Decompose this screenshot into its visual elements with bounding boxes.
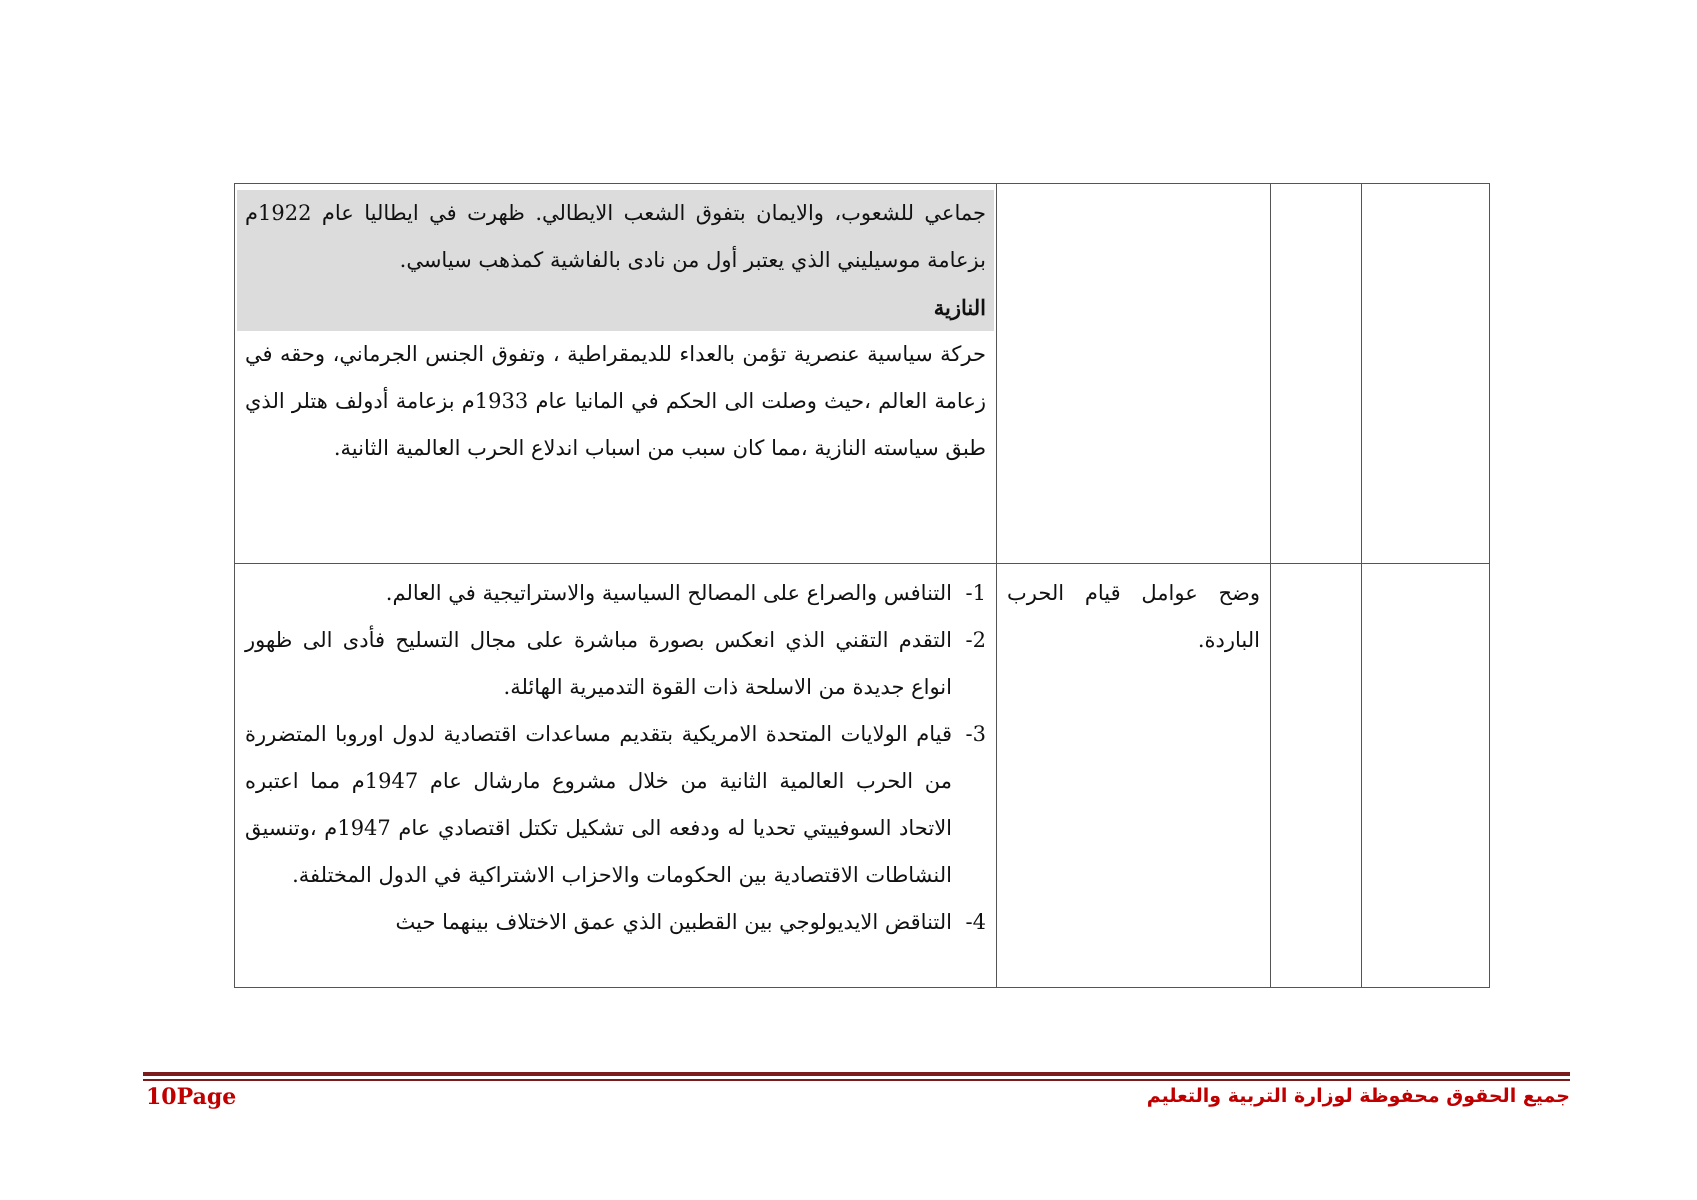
footer-copyright: جميع الحقوق محفوظة لوزارة التربية والتعليم	[1146, 1085, 1570, 1107]
shaded-block	[237, 190, 994, 331]
empty-cell	[1271, 564, 1362, 988]
item-text: التنافس والصراع على المصالح السياسية والاستراتيجية في العالم.	[385, 581, 952, 605]
empty-cell	[1362, 184, 1490, 564]
content-table	[234, 183, 1490, 988]
empty-cell	[1271, 184, 1362, 564]
factors-list	[245, 570, 986, 946]
table-row	[235, 564, 1490, 988]
objective-text: وضح عوامل قيام الحرب الباردة.	[1007, 581, 1260, 652]
item-text: التناقض الايديولوجي بين القطبين الذي عمق الاختلاف بينهما حيث	[395, 910, 952, 934]
table-row	[235, 184, 1490, 564]
item-number: 2-	[965, 628, 986, 652]
footer-rule	[143, 1079, 1570, 1081]
item-number: 1-	[965, 581, 986, 605]
objective-cell	[997, 564, 1271, 988]
item-number: 4-	[965, 910, 986, 934]
nazism-paragraph: حركة سياسية عنصرية تؤمن بالعداء للديمقراطية ، وتفوق الجنس الجرماني، وحقه في زعامة العالم ،حيث وصلت الى الحكم في المانيا عام 1933م بزعامة أدولف هتلر الذي طبق سياسته النازية ،مما كان سبب من اسباب اندلاع الحرب العالمية الثانية.	[245, 342, 986, 460]
footer-rule	[143, 1072, 1570, 1076]
objective-cell	[997, 184, 1271, 564]
fascism-paragraph: جماعي للشعوب، والايمان بتفوق الشعب الايطالي. ظهرت في ايطاليا عام 1922م بزعامة موسيليني الذي يعتبر أول من نادى بالفاشية كمذهب سياسي.	[245, 201, 986, 272]
item-text: التقدم التقني الذي انعكس بصورة مباشرة على مجال التسليح فأدى الى ظهور انواع جديدة من الاسلحة ذات القوة التدميرية الهائلة.	[245, 628, 952, 699]
nazism-heading: النازية	[933, 295, 986, 320]
list-item	[245, 617, 986, 711]
item-text: قيام الولايات المتحدة الامريكية بتقديم مساعدات اقتصادية لدول اوروبا المتضررة من الحرب العالمية الثانية من خلال مشروع مارشال عام 1947م مما اعتبره الاتحاد السوفييتي تحديا له ودفعه الى تشكيل تكتل اقتصادي عام 1947م ،وتنسيق النشاطات الاقتصادية بين الحكومات والاحزاب الاشتراكية في الدول المختلفة.	[245, 722, 952, 887]
list-item	[245, 570, 986, 617]
list-item	[245, 899, 986, 946]
list-item	[245, 711, 986, 899]
empty-cell	[1362, 564, 1490, 988]
content-cell	[235, 564, 997, 988]
footer-page-number: 10Page	[146, 1084, 237, 1110]
item-number: 3-	[965, 722, 986, 746]
content-cell	[235, 184, 997, 564]
